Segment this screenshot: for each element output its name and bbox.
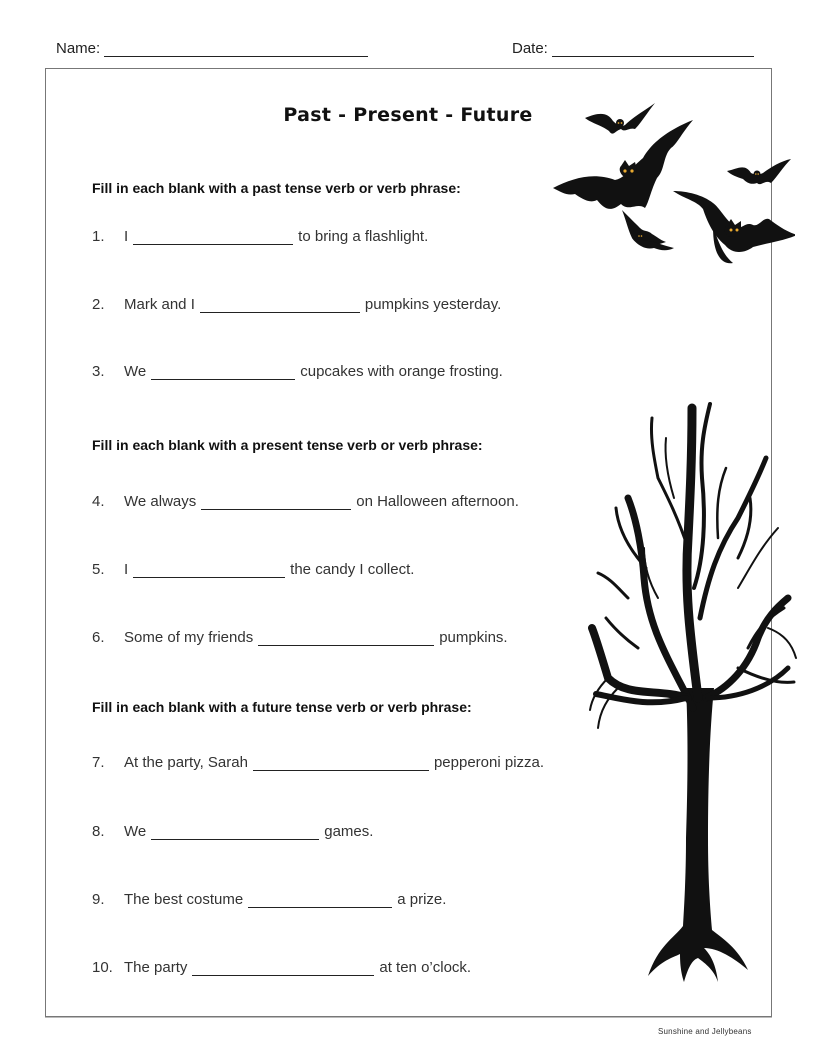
answer-blank[interactable] — [192, 962, 374, 976]
question-9 — [92, 891, 446, 908]
page-title-text: Past - Present - Future — [283, 104, 533, 126]
question-text-after: to bring a flashlight. — [298, 228, 429, 245]
question-text-after: the candy I collect. — [290, 561, 415, 578]
question-number: 9. — [92, 891, 105, 908]
section-instruction-present: Fill in each blank with a present tense verb or verb phrase: — [92, 437, 483, 453]
question-2 — [92, 296, 501, 313]
question-text-before: We always — [124, 493, 197, 510]
question-text-after: pumpkins. — [439, 629, 508, 646]
section-instruction-past: Fill in each blank with a past tense verb or verb phrase: — [92, 180, 461, 196]
answer-blank[interactable] — [253, 757, 429, 771]
question-text-after: pumpkins yesterday. — [364, 296, 502, 313]
question-number: 3. — [92, 363, 105, 380]
question-number: 6. — [92, 629, 105, 646]
question-number: 8. — [92, 823, 105, 840]
answer-blank[interactable] — [133, 231, 293, 245]
question-text-before: The best costume — [124, 891, 244, 908]
question-text-before: Some of my friends — [124, 629, 254, 646]
question-text-after: a prize. — [397, 891, 447, 908]
name-field[interactable] — [56, 40, 368, 57]
question-text-after: at ten o’clock. — [379, 959, 472, 976]
question-text-before: I — [124, 228, 129, 245]
name-label: Name: — [56, 40, 101, 57]
date-blank[interactable] — [552, 42, 754, 57]
credit-text: Sunshine and Jellybeans — [658, 1027, 752, 1036]
question-3 — [92, 363, 503, 380]
question-text-before: We — [124, 363, 147, 380]
bats-icon — [545, 95, 795, 265]
answer-blank[interactable] — [200, 299, 360, 313]
question-8 — [92, 823, 373, 840]
question-text-after: cupcakes with orange frosting. — [300, 363, 503, 380]
question-text-before: At the party, Sarah — [124, 754, 248, 771]
question-10 — [92, 959, 471, 976]
question-7 — [92, 754, 544, 771]
answer-blank[interactable] — [258, 632, 434, 646]
date-label: Date: — [512, 40, 548, 57]
answer-blank[interactable] — [133, 564, 285, 578]
name-blank[interactable] — [104, 42, 368, 57]
question-4 — [92, 493, 519, 510]
question-text-before: We — [124, 823, 147, 840]
question-1 — [92, 228, 428, 245]
answer-blank[interactable] — [248, 894, 392, 908]
question-number: 5. — [92, 561, 105, 578]
question-number: 4. — [92, 493, 105, 510]
answer-blank[interactable] — [201, 496, 351, 510]
section-instruction-future: Fill in each blank with a future tense verb or verb phrase: — [92, 699, 472, 715]
tree-icon — [588, 398, 798, 988]
answer-blank[interactable] — [151, 826, 319, 840]
question-text-after: pepperoni pizza. — [433, 754, 545, 771]
question-text-before: Mark and I — [124, 296, 195, 313]
date-field[interactable] — [512, 40, 754, 57]
question-text-after: games. — [324, 823, 374, 840]
answer-blank[interactable] — [151, 366, 295, 380]
question-number: 10. — [92, 959, 113, 976]
question-number: 1. — [92, 228, 105, 245]
question-number: 2. — [92, 296, 105, 313]
question-number: 7. — [92, 754, 105, 771]
question-text-after: on Halloween afternoon. — [356, 493, 519, 510]
question-5 — [92, 561, 414, 578]
question-text-before: The party — [124, 959, 188, 976]
question-text-before: I — [124, 561, 129, 578]
question-6 — [92, 629, 508, 646]
